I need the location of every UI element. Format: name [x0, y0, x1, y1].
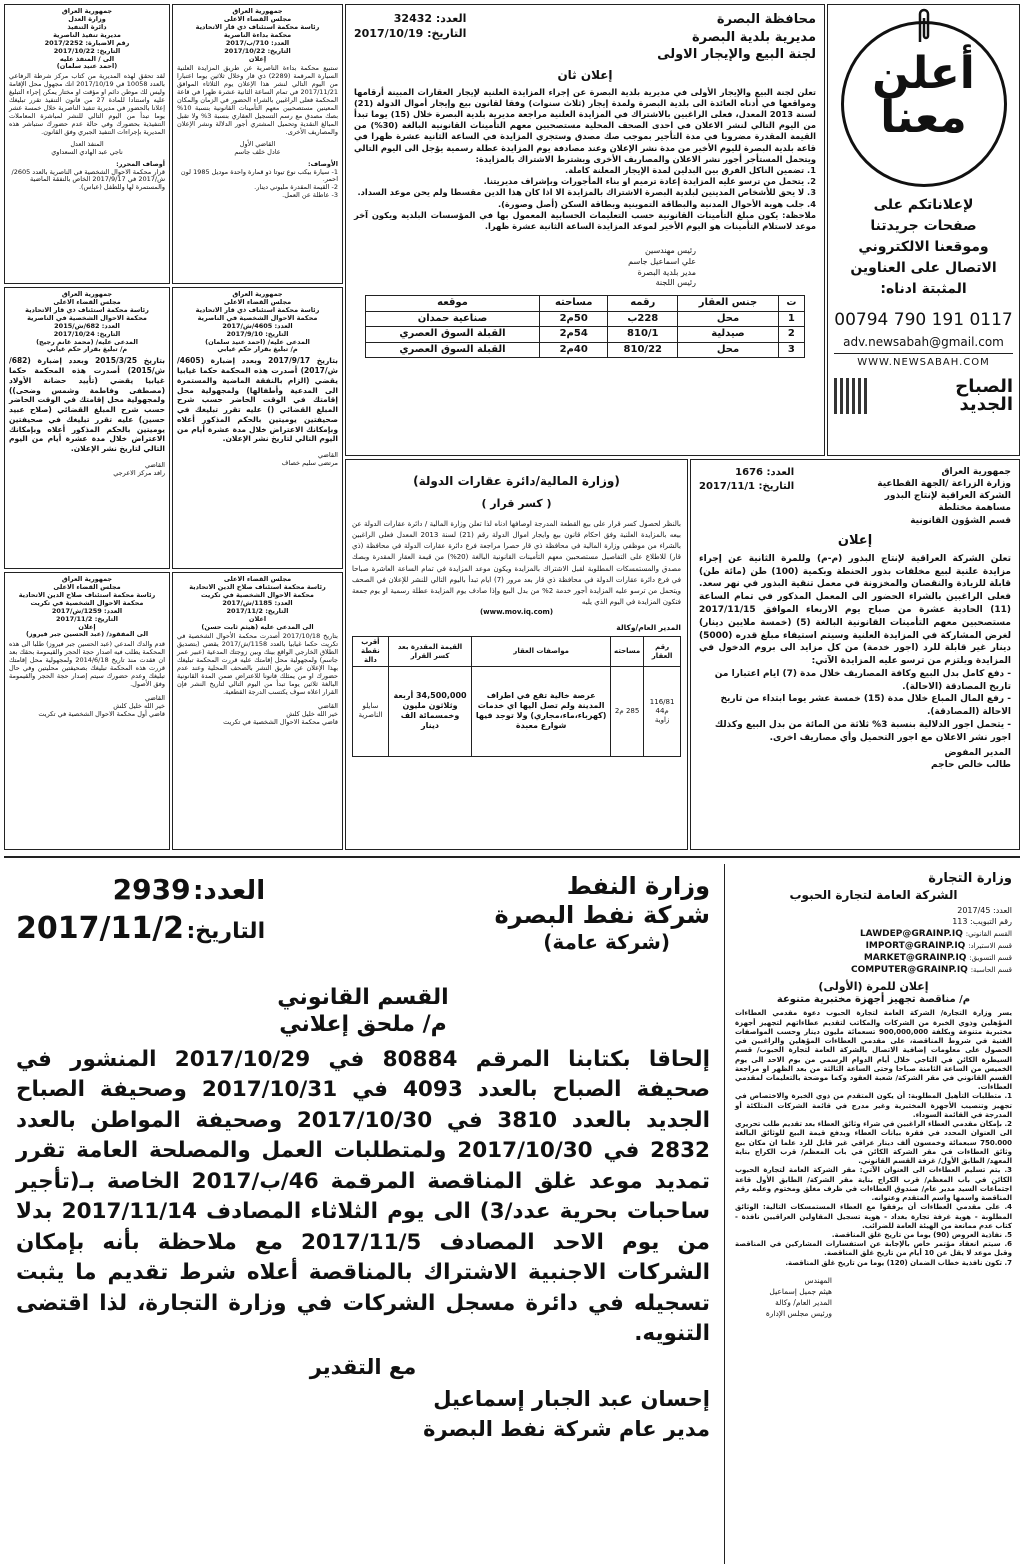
date-value: 2017/11/2: [16, 910, 185, 946]
signer-name: إحسان عبد الجبار إسماعيل: [433, 1387, 710, 1411]
header-line: وزارة العدل: [68, 14, 106, 23]
number-value: 2939: [112, 873, 191, 906]
section-name: القسم القانوني: [277, 984, 449, 1010]
signer-title: مدير عام شركة نفط البصرة: [423, 1417, 710, 1442]
header-line: جمهورية العراق: [232, 7, 283, 15]
org-name: محافظة البصرة: [716, 12, 816, 27]
header-line: مجلس القضاء الاعلى: [223, 575, 292, 583]
judge-line: القاضي الأول: [239, 139, 276, 148]
promo-lines: [834, 195, 1013, 300]
header-line: جمهورية العراق: [941, 467, 1011, 477]
org-name: شركة نفط البصرة: [494, 900, 710, 929]
promo-title-top: أعلن: [872, 48, 975, 99]
ad-body: بتاريخ 2015/3/25 وبعدد إضبارة (682/ش/2015) أصدرت هذه المحكمة حكما غيابيا يقضي (تأييد حضانة الأولاد (مصطفى وفاطمة وشمس وضحى)) ولمجهولية محل إقامتك في الوقت الحاضر حسب شرح المبلغ القضائي (صلاح عبيد حسين) عليه تقرر تبليغك في صحيفتين يوميتين بالحكم المذكور أعلاه وبإمكانك الاعتراض خلال مدة عشرة أيام من اليوم التالي لتاريخ نشر الإعلان.: [9, 356, 165, 454]
ad-title: إعلان ثان: [557, 67, 613, 82]
ad-body: تعلن لجنة البيع والإيجار الأولى في مديرية بلدية البصرة عن إجراء المزايدة العلنية لإيجار العقارات المبينة أرقامها ومواقعها في أدناه العائدة الى بلدية البصرة ولمدة إيجار (ثلاث سنوات) وفقا لقانون بيع وإيجار أموال الدولة (21) لسنة 2013 المعدل، فعلى الراغبين بالاشتراك في المزايدة العلنية مراجعة مديرية بلدية البصرة خلال (15) يوما تبدأ من اليوم التالي لنشر الاعلان في احدى الصحف المحلية مستصحبين معهم التأمينات القانونية البالغة (30%) من القيمة المقدرة مضروبا في مدة التأجير بموجب صك مصدق وستجري المزايدة في الساعة الثانية عشرة ظهرا في قاعة بلدية البصرة لليوم الأخير من مدة نشر الإعلان وعند مصادفة يوم المزايدة عطلة رسمية يؤجل الى اليوم التالي ويتحمل المستأجر أجور نشر الاعلان والمصاريف الأخرى ويشترط الاشتراك بالمزايدة:: [354, 86, 816, 164]
spec-line: 1- سيارة بيكب نوع تيوتا ذو قمارة واحدة موديل 1985 لون احمر.: [180, 167, 338, 184]
signature-line: رئيس اللجنة: [655, 278, 696, 288]
judge-line: القاضي: [145, 693, 165, 702]
promo-line: وموقعنا الالكتروني: [858, 239, 989, 255]
header-line: الى المدعى عليه (هيثم ثابت حسن): [201, 622, 314, 631]
header-line: رئاسة محكمة استئناف ذي قار الاتحادية: [195, 22, 320, 31]
condition: 4. جلب هوية الأحوال المدنية والبطاقة التموينية وبطاقة السكن (أصل وصورة).: [497, 198, 816, 209]
ad-body: لقد تحقق لهذه المديرية من كتاب مركز شرطة الرفاعي بالعدد 10058 في 2017/10/19 انك مجهول محل الإقامة وليس لك موطن دائم او مؤقت او مختار يمكن إجراء التبليغ عليه واستنادا للمادة 27 من قانون التنفيذ تقرر تبليغك إعلانا بالحضور في مديرية تنفيذ الناصرية خلال خمسة عشر يوما تبدأ من اليوم التالي للنشر لمباشرة المعاملات التنفيذية بحضورك وفي حالة عدم حضورك ستباشر هذه المديرية بإجراءات التنفيذ الجبري وفق القانون.: [9, 72, 166, 136]
doc-category: رقم التبويب: 113: [952, 917, 1012, 927]
table-header: رقمه: [608, 296, 678, 312]
table-cell: محل: [678, 311, 779, 327]
header-line: إعلان: [78, 622, 96, 631]
table-cell: سايلو الناصرية: [353, 666, 389, 756]
spec-line: 3- عاطلة عن العمل.: [282, 191, 338, 200]
table-header: أقرب نقطة دالة: [353, 637, 389, 666]
header-line: التاريخ: 2017/10/24: [53, 329, 121, 338]
promo-line: لإعلاناتكم على: [873, 197, 974, 213]
promo-phone: 00794 790 191 0117: [834, 310, 1013, 330]
header-line: مساهمة مختلطة: [938, 503, 1011, 514]
header-line: اعلان: [248, 614, 267, 623]
promo-title-bottom: معنا: [880, 92, 967, 143]
doc-date: [16, 909, 265, 948]
court-ad-3: [4, 287, 170, 569]
table-cell: صيدلية: [678, 327, 779, 343]
header-line: قسم الشؤون القانونية: [910, 515, 1011, 526]
number-label: العدد:: [193, 876, 266, 906]
header-line: رئاسة محكمة استئناف ذي قار الاتحادية: [25, 305, 149, 314]
table-cell: 228ب: [608, 311, 678, 327]
email-value: MARKET@GRAINP.IQ: [863, 952, 967, 963]
table-header: موقعه: [366, 296, 540, 312]
email-row: [735, 928, 1012, 940]
ad-subject: م/ مناقصة تجهيز أجهزة مختبرية متنوعة: [776, 993, 971, 1005]
ad-subtitle: ( كسر قرار ): [481, 497, 552, 510]
header-line: العدد: 682/ش/2015: [54, 321, 120, 330]
condition: 6. سيتم انعقاد مؤتمر خاص بالإجابة عن استفسارات المشاركين في المناقصة وقبل موعد لا يقل عن 10 أيام من تاريخ غلق المناقصة.: [735, 1240, 1012, 1258]
signer-line: ناجي عبد الهادي السعداوي: [51, 147, 123, 156]
ad-title: إعلان: [837, 532, 873, 548]
header-line: الشركة العراقية لإنتاج البذور: [884, 491, 1011, 502]
table-cell: 40م2: [540, 342, 608, 358]
header-line: المدعى عليه/ (احمد عنيد سلمان): [205, 337, 310, 346]
header-line: العدد: 4605/ش/2017: [222, 321, 293, 330]
header-line: التاريخ: 2017/9/10: [226, 329, 289, 338]
table-cell: 50م2: [540, 311, 608, 327]
finance-table: [352, 636, 681, 756]
ad-body: بتاريخ 2017/9/17 وبعدد إضبارة (4605/ش/2017) أصدرت هذه المحكمة حكما غيابيا يقضي (الزام بالنفقة الماضية والمستمرة الى المدعية وأطفالها) ولمجهولية محل إقامتك في الوقت الحاضر حسب شرح المبلغ القضائي () عليه تقرر تبليغك في صحيفتين يوميتين بالحكم المذكور أعلاه وبإمكانك الاعتراض خلال مدة عشرة أيام من اليوم التالي لتاريخ نشر الإعلان.: [177, 356, 338, 444]
email-row: [735, 952, 1012, 964]
trade-ministry-ad: [727, 864, 1020, 1564]
header-line: جمهورية العراق: [232, 290, 283, 298]
judge-line: خير الله خليل كلش: [113, 701, 165, 710]
header-line: محكمة الاحوال الشخصية في الناصرية: [27, 313, 147, 322]
header-line: الى / المنفذ عليه: [59, 54, 115, 63]
closing-text: مع التقدير: [309, 1354, 417, 1379]
promo-badge: [841, 21, 1007, 187]
ad-body: بتاريخ 2017/10/18 أصدرت محكمة الأحوال الشخصية في تكريت حكما غيابيا بالعدد 1158/ش/2017 يقضي (بتصديق الطلاق الخارجي الواقع بينك وبين زوجتك المدعية (عبير عمر جاسم) ولمجهولية محل إقامتك عليه قررت المحكمة تبليغك بهذا الإعلان عن طريق النشر بالصحف المحلية وعند عدم حضورك او من يمثلك قانونا للاعتراض ضمن المدة القانونية البالغة ثلاثين يوما تبدأ من اليوم التالي لتاريخ النشر فإن القرار اعلاه سوف يكتسب الدرجة القطعية.: [177, 632, 339, 696]
table-row: [353, 666, 681, 756]
promo-website: WWW.NEWSABAH.COM: [857, 357, 990, 369]
ad-body: قدم والدك المدعي (عبد الحسين جبر فيروز) طلبا الى هذه المحكمة يطلب فيه اصدار حجة الحجر والقيمومة بحقك بعد ان فقدت منذ تاريخ 2014/6/18 ولمجهولية محل إقامتك قررت هذه المحكمة تبليغك بصحيفتين محليتين وفي حال تبليغك وعدم حضورك سيتم إصدار حجة الحجر والقيمومة وفق الأصول.: [9, 640, 166, 688]
header-line: التاريخ: 2017/10/22: [224, 46, 291, 55]
judge-line: مرتضى سليم خصاف: [281, 459, 338, 468]
ad-body: يسر وزارة التجارة/ الشركة العامة لتجارة الحبوب دعوة مقدمي العطاءات المؤهلين وذوي الخبرة من الشركات والمكاتب لتقديم عطاءاتهم لتجهيز أجهزة مختبرية متنوعة وبكلفة 900,000,000 تسعمائة مليون دينار وحسب المواصفات الفنية في شروط المناقصة، على مقدمي العطاءات المؤهلين والراغبين في الحصول على معلومات إضافية الاتصال بالشركة العامة لتجارة الحبوب/ قسم السيطرة الكائن في التاجي خلال أيام الدوام الرسمي من يوم الاحد الى يوم الخميس من الساعة الثامنة صباحا وحتى الساعة الثالثة من بعد الظهر او مراجعة القسم القانوني في مقر الشركة/ شعبة العقود وكما موضحة بالتعليمات لمقدمي العطاءات.: [735, 1009, 1012, 1092]
promo-line: صفحات جريدتنا: [870, 218, 977, 234]
header-line: رئاسة محكمة استئناف صلاح الدين الاتحادية: [18, 590, 156, 599]
doc-number: العدد: 2017/45: [957, 906, 1012, 916]
specs-title: الأوصاف:: [308, 159, 338, 168]
table-cell: 34,500,000 أربعة وثلاثون مليون وخمسمائة الف دينار: [388, 666, 471, 756]
table-header: القيمة المقدرة بعد كسر القرار: [388, 637, 471, 666]
logo-text-2: الجديد: [959, 393, 1013, 415]
org-name: (شركة عامة): [543, 929, 670, 954]
signer-line: هيثم جميل إسماعيل: [769, 1286, 832, 1296]
signer-line: المهندس: [804, 1275, 832, 1285]
condition: - رفع المال المباع خلال مدة (15) خمسة عشر يوما ابتداء من تاريخ الاحالة (المصادقة).: [720, 694, 1011, 718]
table-header: مواصفات العقار: [472, 637, 611, 666]
specs-text: قرار محكمة الاحوال الشخصية في الناصرية بالعدد 2605/ش/2017 في 2017/9/17 الخاص بالنفقة الماضية والمستمرة لها وللطفل (عباس).: [11, 167, 165, 192]
table-cell: 810/22: [608, 342, 678, 358]
table-header-row: [366, 296, 805, 312]
signer-line: المنفذ العدل: [70, 139, 104, 148]
email-label: القسم القانوني:: [965, 929, 1012, 938]
paperclip-icon: [912, 6, 936, 46]
email-row: [735, 964, 1012, 976]
doc-number: العدد: 32432: [393, 12, 467, 25]
table-cell: 2: [778, 327, 804, 343]
section-divider: [4, 856, 1020, 858]
doc-number: [16, 872, 265, 909]
specs-title: أوصاف المحرر:: [116, 159, 165, 168]
agriculture-ad: [690, 459, 1020, 850]
doc-number: العدد: 1676: [735, 467, 795, 478]
org-name: وزارة التجارة: [928, 871, 1012, 886]
promo-line: المثبتة ادناه:: [880, 281, 967, 297]
properties-table: [365, 295, 805, 358]
header-line: العدد: 1259/ش/2017: [51, 606, 123, 615]
date-label: التاريخ:: [186, 918, 266, 944]
header-line: محكمة الاحوال الشخصية في تكريت: [30, 598, 144, 607]
judge-line: رافد مركز الاعرجي: [113, 468, 165, 477]
condition: 4. على مقدمي العطاءات أن يرفقوا مع العطاء المستمسكات التالية: الوثائق المطلوبة - هوية غرفة تجارة بغداد - هوية تسجيل المقاولين العراقيين نافذة - كتاب عدم ممانعة من الهيئة العامة للضرائب.: [735, 1203, 1012, 1230]
header-line: التاريخ: 2017/11/2: [226, 606, 289, 615]
judge-line: القاضي: [318, 451, 338, 460]
signer-line: طالب خالص حاجم: [931, 759, 1011, 770]
email-label: قسم الاستيراد:: [968, 941, 1012, 950]
header-line: دائرة التنفيذ: [67, 22, 107, 31]
org-name: الشركة العامة لتجارة الحبوب: [789, 888, 958, 903]
header-line: م/ تبليغ بقرار حكم غيابي: [46, 345, 128, 354]
table-cell: عرصة خالية تقع في اطراف المدينة ولم تصل اليها اي خدمات (كهرباء،ماء،مجاري) ولا توجد فيها شوارع معبدة: [472, 666, 611, 756]
table-row: [366, 311, 805, 327]
signature-line: مدير بلدية البصرة: [637, 267, 696, 277]
header-line: جمهورية العراق: [61, 7, 113, 15]
header-line: مجلس القضاء الاعلى: [223, 297, 292, 306]
signer-line: ورئيس مجلس الإدارة: [765, 1308, 832, 1318]
table-cell: القبلة السوق العصري: [366, 342, 540, 358]
judge-line: القاضي: [145, 460, 165, 469]
header-line: مديرية تنفيذ الناصرية: [53, 30, 121, 39]
promo-line: الاتصال على العناوين: [850, 260, 997, 276]
header-line: مجلس القضاء الاعلى: [53, 297, 121, 306]
ad-promo-box: [827, 4, 1020, 456]
table-header: مساحته: [540, 296, 608, 312]
org-name: وزارة النفط: [566, 872, 710, 900]
table-row: [366, 327, 805, 343]
signer-line: المدير المفوض: [944, 748, 1011, 759]
header-line: محكمة الاحوال الشخصية في تكريت: [201, 590, 314, 599]
email-label: قسم التسويق:: [969, 953, 1012, 962]
oil-ministry-ad: [4, 864, 722, 1564]
header-line: رئاسة محكمة استئناف ذي قار الاتحادية: [195, 305, 320, 314]
table-cell: صناعية حمدان: [366, 311, 540, 327]
judge-line: قاضي محكمة الاحوال الشخصية في تكريت: [223, 717, 338, 726]
doc-date: التاريخ: 2017/11/1: [699, 481, 795, 492]
newspaper-logo: [955, 375, 1013, 415]
header-line: (احمد عنيد سلمان): [56, 62, 118, 71]
table-cell: محل: [678, 342, 779, 358]
table-cell: 285 م2: [611, 666, 644, 756]
email-value: IMPORT@GRAINP.IQ: [865, 940, 966, 951]
email-value: LAWDEP@GRAINP.IQ: [859, 928, 963, 939]
table-header: جنس العقار: [678, 296, 779, 312]
table-cell: 54م2: [540, 327, 608, 343]
table-row: [366, 342, 805, 358]
court-ad-5: [4, 572, 170, 850]
finance-ministry-ad: [345, 459, 688, 850]
ad-title: إعلان للمرة (الأولى): [818, 980, 929, 994]
table-cell: 116/81 م44 زاوية: [644, 666, 681, 756]
promo-email: adv.newsabah@gmail.com: [843, 335, 1004, 350]
header-line: محكمة بداءة الناصرية: [223, 30, 292, 39]
note: ملاحظة: يكون مبلغ التأمينات القانونية حسب التعليمات الحسابية المعمول بها في المؤسسات البلدية ويكون آخر موعد لاستلام التأمينات هو اليوم الأخير لموعد المزايدة الساعة الثانية عشرة ظهرا.: [354, 209, 816, 231]
condition: 3. يتم تسليم العطاءات الى العنوان الآتي: مقر الشركة العامة لتجارة الحبوب الكائن في باب المعظم/ قرب الكراج بناية مقر الشركة/ الطابق الأول قاعة اجتماعات السيد مدير عام/ صندوق العطاءات في ظرف مغلق ومختوم وعليه رقم المناقصة واسمها واسم المتقدم وعنوانه.: [735, 1166, 1012, 1203]
ad-body: ستبيع محكمة بداءة الناصرية عن طريق المزايدة العلنية السيارة المرقمة (2289) ذي قار وخلال ثلاثين يوما اعتبارا من اليوم التالي لنشر هذا الإعلان يوم الثلاثاء الموافق 2017/11/21 في تمام الساعة الثانية عشرة ظهرا في قاعة المحكمة فعلى الراغبين بالشراء الحضور في الزمان والمكان المعينين مستصحبين معهم التأمينات القانونية بنسبة 10% بصك مصدق مع رسم التسجيل العقاري بنسبة 3% ولا تقبل المبالغ النقدية وتحميل المشتري أجور الدلالة ونشر الإعلان والمصاريف الأخرى.: [177, 64, 338, 136]
email-list: [735, 928, 1012, 977]
court-ad-2: [172, 287, 343, 569]
org-name: لجنة البيع والإيجار الاولى: [657, 47, 816, 63]
header-line: رقم الاضبارة: 2017/2252: [44, 38, 130, 47]
court-ad-1: [172, 4, 343, 284]
header-line: التاريخ: 2017/10/22: [53, 46, 121, 55]
column-divider: [724, 864, 725, 1564]
ad-body: تعلن الشركة العراقية لإنتاج البذور (م-م) وللمرة الثانية عن إجراء مزايدة علنية لبيع مخلفات بذور الحنطة وبكمية (100) طن (مائة طن) قابلة للزيادة والنقصان والمخزونة في معمل تنقية البذور في نهر سعد. فعلى الراغبين بالشراء الحضور الى المعمل المذكور في تمام الساعة (11) الحادية عشرة من صباح يوم الاربعاء الموافق 2017/11/15 مستصحبين معهم التأمينات القانونية البالغة (5) (خمسة ملايين دينار) لغرض المشاركة في المزايدة العلنية وسيتم استيفاء مبلغ قدره (5000) دينار غير قابلة للرد (اجور خدمة) من كل مزايد الى بروم الدخول في المزايدة ويلتزم من ترسو عليه المزايدة الآتي:: [699, 553, 1011, 667]
condition: 3. لا يحق للأشخاص المدينين لبلدية البصرة الاشتراك بالمزايدة الا اذا كان هذا الدين مقسطا ولم يحن موعد السداد.: [357, 187, 816, 198]
header-line: وزارة الزراعة /الجهة القطاعية: [877, 479, 1011, 490]
table-cell: 3: [778, 342, 804, 358]
table-header-row: [353, 637, 681, 666]
header-line: محكمة الاحوال الشخصية في الناصرية: [197, 313, 318, 322]
website-text: (www.mov.iq.com): [479, 608, 554, 617]
signature-line: رئيس مهندسين: [644, 246, 696, 256]
header-line: م/ تبليغ بقرار حكم غيابي: [217, 345, 298, 354]
basra-municipality-ad: [345, 4, 825, 456]
header-line: مجلس القضاء الاعلى: [53, 582, 121, 591]
ad-body: بالنظر لحصول كسر قرار على بيع القطعة المدرجة اوصافها ادناه لذا تعلن وزارة المالية / دائرة عقارات الدولة عن بيعه بالمزايدة العلنية وفق احكام قانون بيع وايجار اموال الدولة رقم (21) لسنة 2013 المعدل فعلى الراغبين بالشراء من موظفي وزارة المالية في محافظة ذي قار حصرا مراجعة فرع دائرة عقارات الدولة في محافظة (ذي قار) للاطلاع على التفاصيل مستصحبين معهم التأمينات القانونية البالغة (20%) من قيمة العقار المقدرة وبصك مصدق والمستمسكات المطلوبة لقبل الاشتراك بالمزايدة ويكون موعد المزايدة في تمام الساعة العاشرة صباحا في فرع دائرة عقارات الدولة في محافظة ذي قار بعد مرور (7) ايام تبدأ باليوم التالي للنشر للإعلان في الصحف ويتحمل من ترسو عليه المزايدة أجور خدمة 2% من بدل البيع وإذا صادف يوم المزايدة عطلة رسمية او يوم جمعة فتكون المزايدة في اليوم الذي يليه: [352, 519, 682, 607]
condition: 1. متطلبات التأهيل المطلوبة: أن يكون المتقدم من ذوي الخبرة والاختصاص في تجهيز وتنصيب الأجهزة المختبرية وغير مدرج في قائمة الشركات المتلكئة أو المدرجة في القائمة السوداء.: [735, 1092, 1012, 1119]
signature-line: علي اسماعيل جاسم: [628, 256, 696, 266]
ad-body: إلحاقا بكتابنا المرقم 80884 في 2017/10/29 المنشور في صحيفة الصباح بالعدد 4093 في 2017/10/31 وصحيفة الصباح الجديد بالعدد 3810 في 2017/10/30 وصحيفة المواطن بالعدد 2832 في 2017/10/30 ولمتطلبات العمل والمصلحة العامة تقرر تمديد موعد غلق المناقصة المرقمة 46/ب/2017 الخاصة بـ(تأجير ساحبات بحرية عدد/3) الى يوم الثلاثاء المصادف 2017/11/14 بدلا من يوم الاحد المصادف 2017/11/5 مع ملاحظة بأنه بإمكان الشركات الاجنبية الاشتراك بالمناقصة أعلاه شرط تقديم ما يثبت تسجيله في دائرة مسجل الشركات في وزارة التجارة، لذا اقتضى التنويه.: [16, 1046, 710, 1347]
header-line: العدد: 1185/ش/2017: [222, 598, 293, 607]
condition: 2. بإمكان مقدمي العطاء الراغبين في شراء وثائق العطاء بعد تقديم طلب تحريري الى العنوان المحدد في فقرة بيانات العطاء وبدفع قيمة البيع للوثائق البالغة 750.000 سبعمائة وخمسون ألف دينار عراقي غير قابل للرد علما ان مكان بيع وثائق العطاءات في مقر الشركة الكائن في باب المعظم/ قرب الكراج بناية المعهد/ الطابق الأول/ غرفة القسم القانوني.: [735, 1120, 1012, 1166]
email-value: COMPUTER@GRAINP.IQ: [850, 964, 968, 975]
judge-line: قاضي أول محكمة الاحوال الشخصية في تكريت: [38, 709, 165, 718]
judge-line: خير الله خليل كلش: [286, 709, 338, 718]
table-header: رقم العقار: [644, 637, 681, 666]
table-header: مساحته: [611, 637, 644, 666]
table-header: ت: [778, 296, 804, 312]
spec-line: 2- القيمة المقدرة مليوني دينار.: [254, 183, 338, 192]
header-line: جمهورية العراق: [61, 575, 113, 583]
table-cell: 1: [778, 311, 804, 327]
director-title: المدير العام/وكالة: [616, 623, 681, 632]
header-line: التاريخ: 2017/11/2: [56, 614, 118, 623]
header-line: مجلس القضاء الاعلى: [223, 14, 292, 23]
email-row: [735, 940, 1012, 952]
condition: 5. نفاذية العروض (90) يوما من تاريخ غلق المناقصة.: [831, 1231, 1012, 1239]
table-cell: 810/1: [608, 327, 678, 343]
header-line: إعلان: [248, 54, 267, 63]
header-line: المدعى عليه/ (محمد غانم رجيج): [36, 337, 138, 346]
condition: 1. تضمين الناكل الفرق بين البدلين لمدة الإيجار المعلنة كاملة.: [565, 164, 816, 175]
justice-ad-1: [4, 4, 170, 284]
condition: 7. تكون نافذية خطاب الضمان (120) يوما من تاريخ غلق المناقصة.: [785, 1258, 1012, 1267]
header-line: رئاسة محكمة استئناف صلاح الدين الاتحادية: [189, 582, 326, 591]
condition: - دفع كامل بدل البيع وكافة المصاريف خلال مدة (7) ايام اعتبارا من تاريخ المصادقة (الاحالة).: [714, 668, 1011, 692]
qr-code-icon: [834, 378, 870, 414]
signer-line: المدير العام/ وكالة: [775, 1297, 832, 1307]
ad-title: (وزارة المالية/دائرة عقارات الدولة): [413, 474, 620, 488]
court-ad-4: [172, 572, 343, 850]
header-line: العدد: 710/ب/2017: [225, 38, 290, 47]
table-cell: القبلة السوق العصري: [366, 327, 540, 343]
logo-text-1: الصباح: [955, 375, 1013, 397]
email-label: قسم الحاسبة:: [970, 965, 1012, 974]
condition: 2. يتحمل من ترسو عليه المزايدة إعادة ترميم او بناء المأجورات وبإشراف مديريتنا.: [483, 176, 816, 187]
judge-line: عادل خلف جاسم: [234, 147, 281, 156]
ad-subject: م/ ملحق إعلاني: [279, 1012, 447, 1038]
header-line: الى المفقود/ (عبد الحسين جبر فيروز): [25, 630, 149, 639]
condition: - يتحمل اجور الدلالية بنسبة 3% ثلاثة من المائة من بدل البيع وكذلك اجور نشر الاعلان مع اجور التحميل وأي مصاريف اخرى.: [714, 719, 1011, 743]
doc-date: التاريخ: 2017/10/19: [354, 27, 467, 41]
org-name: مديرية بلدية البصرة: [691, 29, 816, 45]
header-line: جمهورية العراق: [61, 290, 113, 298]
judge-line: القاضي: [318, 701, 338, 710]
